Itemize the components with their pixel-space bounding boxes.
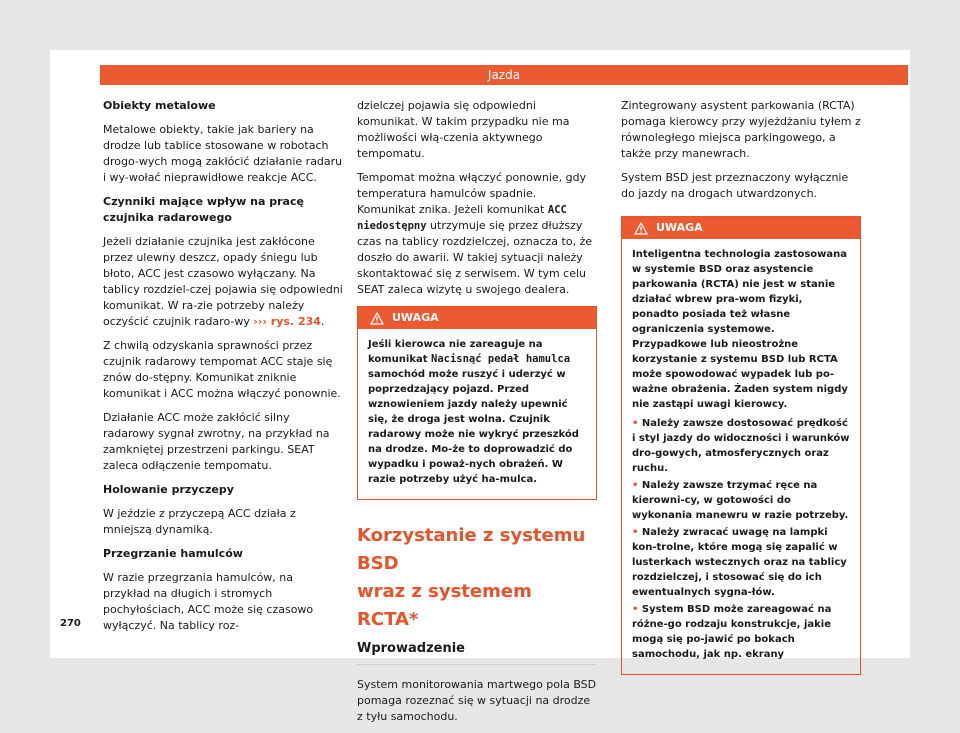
- bullet-text: Należy zawsze trzymać ręce na kierowni-cy, w gotowości do wykonania manewru w razie potrzeby.: [632, 480, 849, 521]
- paragraph: dzielczej pojawia się odpowiedni komunikat. W takim przypadku nie ma możliwości włą-czenia aktywnego tempomatu.: [357, 99, 570, 160]
- section-title-line: wraz z systemem RCTA*: [357, 581, 532, 630]
- column-2: [357, 98, 597, 733]
- paragraph: System monitorowania martwego pola BSD pomaga rozeznać się w sytuacji na drodze z tyłu samochodu.: [357, 678, 597, 723]
- bullet-text: Należy zawsze dostosować prędkość i styl jazdy do widoczności i warunków dro-gowych, atmosferycznych oraz ruchu.: [632, 418, 850, 474]
- section-title: [357, 522, 597, 634]
- message-code: ACC niedostępny: [357, 204, 567, 232]
- bullet-text: Należy zwracać uwagę na lampki kon-trolne, które mogą się zapalić w lusterkach wstecznych oraz na tablicy rozdzielczej, i stosować się do ich ewentualnych sygna-łów.: [632, 527, 847, 598]
- page: [50, 50, 910, 723]
- paragraph: Działanie ACC może zakłócić silny radarowy sygnał zwrotny, na przykład na zamkniętej przestrzeni parkingu. SEAT zaleca odłączenie tempomatu.: [103, 411, 330, 472]
- warning-text-part: samochód może ruszyć i uderzyć w poprzedzający pojazd. Przed wznowieniem jazdy należy upewnić się, że droga jest wolna. Czujnik radarowy może nie wykryć przeszkód na drodze. Mo-że to doprowadzić do wypadku i poważ-nych obrażeń. W razie potrzeby użyć ha-mulca.: [368, 369, 579, 485]
- warning-label: UWAGA: [392, 311, 439, 324]
- warning-bullet: [632, 525, 850, 600]
- warning-bullet: [632, 602, 850, 662]
- figure-reference-link[interactable]: ››› rys. 234: [253, 315, 321, 328]
- message-code: Nacisnąć pedał hamulca: [431, 353, 571, 365]
- subsection-title: Wprowadzenie: [357, 640, 597, 665]
- bullet-icon: •: [632, 604, 642, 615]
- warning-triangle-icon: [370, 312, 384, 325]
- warning-text: [368, 337, 586, 487]
- bullet-icon: •: [632, 527, 642, 538]
- paragraph: [103, 234, 343, 330]
- column-3: [621, 98, 861, 675]
- paragraph: Z chwilą odzyskania sprawności przez czujnik radarowy tempomat ACC staje się znów do-stępny. Komunikat zniknie komunikat i ACC można włączyć ponownie.: [103, 339, 341, 400]
- warning-label: UWAGA: [656, 221, 703, 234]
- paragraph: System BSD jest przeznaczony wyłącznie do jazdy na drogach utwardzonych.: [621, 171, 849, 200]
- paragraph: [357, 170, 597, 298]
- heading-radar-factors: Czynniki mające wpływ na pracę czujnika radarowego: [103, 195, 304, 224]
- paragraph-text: utrzymuje się przez dłuższy czas na tablicy rozdzielczej, oznacza to, że doszło do awarii. W takiej sytuacji należy skontaktować się z serwisem. W tym celu SEAT zaleca wizytę u swojego dealera.: [357, 219, 593, 296]
- warning-box: [621, 216, 861, 675]
- paragraph: Zintegrowany asystent parkowania (RCTA) pomaga kierowcy przy wyjeżdżaniu tyłem z równoległego miejsca parkingowego, a także przy manewrach.: [621, 99, 861, 160]
- warning-body: [622, 239, 860, 674]
- heading-trailer: Holowanie przyczepy: [103, 483, 234, 496]
- warning-bullet: [632, 478, 850, 523]
- paragraph: W jeździe z przyczepą ACC działa z mniejszą dynamiką.: [103, 507, 296, 536]
- chapter-header: [100, 65, 908, 85]
- bullet-text: System BSD może zareagować na różne-go rodzaju konstrukcje, jakie mogą się po-jawić po bokach samochodu, jak np. ekrany: [632, 604, 832, 660]
- warning-bullet: [632, 416, 850, 476]
- chapter-title: Jazda: [487, 68, 521, 82]
- page-number: 270: [60, 618, 81, 629]
- bullet-icon: •: [632, 480, 642, 491]
- warning-text-part: Jeśli kierowca nie zareaguje na komunikat: [368, 339, 543, 365]
- warning-header: [358, 307, 596, 329]
- paragraph-text: .: [320, 315, 325, 328]
- heading-brake-overheat: Przegrzanie hamulców: [103, 547, 243, 560]
- warning-box: [357, 306, 597, 500]
- column-1: [103, 98, 343, 642]
- paragraph-text: Tempomat można włączyć ponownie, gdy temperatura hamulców spadnie. Komunikat znika. Jeżeli komunikat: [357, 171, 587, 216]
- bullet-icon: •: [632, 418, 642, 429]
- warning-header: [622, 217, 860, 239]
- warning-triangle-icon: [634, 222, 648, 235]
- warning-intro: Inteligentna technologia zastosowana w systemie BSD oraz asystencie parkowania (RCTA) nie jest w stanie działać wbrew pra-wom fizyki, ponadto posiada też własne ograniczenia systemowe. Przypadkowe lub nieostrożne korzystanie z systemu BSD lub RCTA może spowodować wypadek lub po-ważne obrażenia. Żaden system nigdy nie zastąpi uwagi kierowcy.: [632, 249, 848, 410]
- warning-body: [358, 329, 596, 499]
- section-title-line: Korzystanie z systemu BSD: [357, 525, 586, 574]
- paragraph-text: Jeżeli działanie czujnika jest zakłócone przez ulewny deszcz, opady śniegu lub błoto, ACC jest czasowo wyłączany. Na tablicy rozdziel-czej pojawia się odpowiedni komunikat. W ra-zie potrzeby należy oczyścić czujnik radaro-wy: [103, 235, 343, 328]
- paragraph: W razie przegrzania hamulców, na przykład na długich i stromych pochyłościach, ACC może się czasowo wyłączyć. Na tablicy roz-: [103, 571, 314, 632]
- paragraph: Metalowe obiekty, takie jak bariery na drodze lub tablice stosowane w robotach drogo-wych mogą zakłócić działanie radaru i wy-wołać nieprawidłowe reakcje ACC.: [103, 123, 343, 184]
- heading-metal-objects: Obiekty metalowe: [103, 99, 216, 112]
